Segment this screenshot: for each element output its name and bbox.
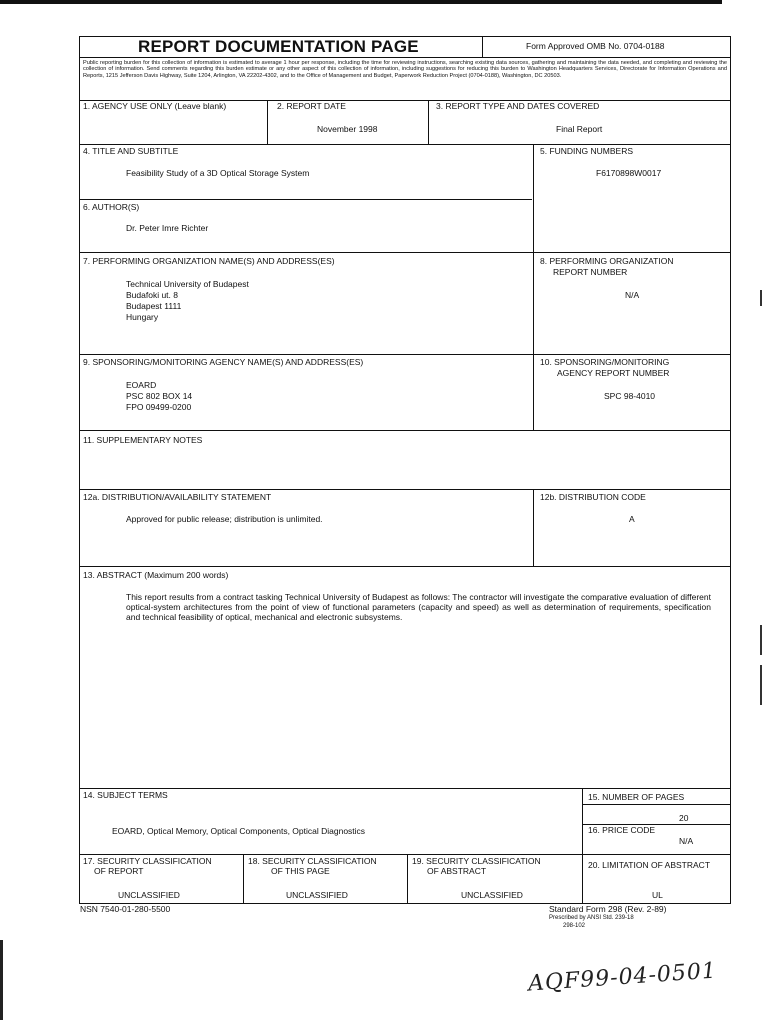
row-rule [80, 252, 730, 253]
performing-report-label: 8. PERFORMING ORGANIZATION [540, 256, 674, 266]
row-rule [582, 804, 730, 805]
left-margin-mark [0, 940, 3, 1020]
col-divider [243, 854, 244, 903]
right-margin-mark [760, 665, 762, 705]
sponsor-report-label: 10. SPONSORING/MONITORING [540, 357, 670, 367]
security-report-label: OF REPORT [94, 866, 144, 876]
authors-label: 6. AUTHOR(S) [83, 202, 140, 212]
security-report-label: 17. SECURITY CLASSIFICATION [83, 856, 212, 866]
row-rule [80, 199, 532, 200]
security-abstract-label: 19. SECURITY CLASSIFICATION [412, 856, 541, 866]
security-page-label: OF THIS PAGE [271, 866, 330, 876]
handwritten-accession-code: AQF99-04-0501 [527, 958, 718, 997]
nsn-number: NSN 7540-01-280-5500 [80, 904, 171, 914]
distribution-value: Approved for public release; distribution is unlimited. [126, 514, 323, 524]
report-documentation-form [79, 36, 731, 904]
sponsor-report-label: AGENCY REPORT NUMBER [557, 368, 670, 378]
right-margin-mark [760, 290, 762, 306]
distribution-label: 12a. DISTRIBUTION/AVAILABILITY STATEMENT [83, 492, 272, 502]
performing-org-line: Hungary [126, 312, 159, 322]
col-divider [428, 100, 429, 144]
row-rule [80, 489, 730, 490]
form-title: REPORT DOCUMENTATION PAGE [138, 37, 419, 56]
standard-form-label: Standard Form 298 (Rev. 2-89) [549, 904, 667, 914]
title-subtitle-value: Feasibility Study of a 3D Optical Storage System [126, 168, 310, 178]
limitation-value: UL [652, 890, 663, 900]
col-divider [533, 252, 534, 354]
row-rule [80, 788, 730, 789]
report-type-value: Final Report [556, 124, 603, 134]
distribution-code-label: 12b. DISTRIBUTION CODE [540, 492, 646, 502]
sponsoring-agency-line: PSC 802 BOX 14 [126, 391, 193, 401]
authors-value: Dr. Peter Imre Richter [126, 223, 209, 233]
performing-org-line: Technical University of Budapest [126, 279, 249, 289]
performing-org-label: 7. PERFORMING ORGANIZATION NAME(S) AND ADDRESS(ES) [83, 256, 335, 266]
col-divider [582, 788, 583, 854]
agency-use-label: 1. AGENCY USE ONLY (Leave blank) [83, 101, 227, 111]
security-page-label: 18. SECURITY CLASSIFICATION [248, 856, 377, 866]
top-border-line [0, 0, 722, 4]
form-code-label: 298-102 [563, 923, 586, 929]
title-subtitle-label: 4. TITLE AND SUBTITLE [83, 146, 179, 156]
row-rule [80, 430, 730, 431]
col-divider [267, 100, 268, 144]
col-divider [407, 854, 408, 903]
abstract-text: This report results from a contract tasking Technical University of Budapest as follows: The contractor will investigate the comparative evaluation of different optical-system architectures from the point of view of functional parameters (capacity and speed) as well as determination of requirements, specification and technical feasibility of optical, mechanical and electronic subsystems. [126, 592, 711, 622]
row-rule [80, 566, 730, 567]
prescribed-by-label: Prescribed by ANSI Std. 239-18 [549, 915, 634, 921]
row-rule [80, 854, 730, 855]
performing-org-line: Budapest 1111 [126, 301, 182, 311]
row-rule [80, 354, 730, 355]
subject-terms-value: EOARD, Optical Memory, Optical Components, Optical Diagnostics [112, 826, 366, 836]
right-margin-mark [760, 625, 762, 655]
supplementary-notes-label: 11. SUPPLEMENTARY NOTES [83, 435, 203, 445]
performing-report-label: REPORT NUMBER [553, 267, 628, 277]
distribution-code-value: A [629, 514, 635, 524]
col-divider [533, 489, 534, 566]
report-type-label: 3. REPORT TYPE AND DATES COVERED [436, 101, 600, 111]
security-report-value: UNCLASSIFIED [118, 890, 180, 900]
row-rule [80, 144, 730, 145]
security-abstract-label: OF ABSTRACT [427, 866, 487, 876]
security-abstract-value: UNCLASSIFIED [461, 890, 523, 900]
col-divider [582, 854, 583, 903]
sponsoring-agency-label: 9. SPONSORING/MONITORING AGENCY NAME(S) AND ADDRESS(ES) [83, 357, 364, 367]
performing-org-line: Budafoki ut. 8 [126, 290, 178, 300]
sponsoring-agency-line: FPO 09499-0200 [126, 402, 192, 412]
number-of-pages-label: 15. NUMBER OF PAGES [588, 792, 685, 802]
number-of-pages-value: 20 [679, 813, 689, 823]
burden-statement: Public reporting burden for this collection of information is estimated to average 1 hour per response, including the time for reviewing instructions, searching existing data sources, gathering and maintaining the data needed, and completing and reviewing the collection of information. Send comments regarding this burden estimate or any other aspect of this collection of information, including suggestions for reducing this burden to Washington Headquarters Services, Directorate for Information Operations and Reports, 1215 Jefferson Davis Highway, Suite 1204, Arlington, VA 22202-4302, and to the Office of Management and Budget, Paperwork Reduction Project (0704-0188), Washington, DC 20503. [83, 60, 727, 79]
price-code-label: 16. PRICE CODE [588, 825, 656, 835]
funding-numbers-value: F6170898W0017 [596, 168, 662, 178]
sponsoring-agency-line: EOARD [126, 380, 157, 390]
abstract-label: 13. ABSTRACT (Maximum 200 words) [83, 570, 229, 580]
sponsor-report-value: SPC 98-4010 [604, 391, 656, 401]
security-page-value: UNCLASSIFIED [286, 890, 348, 900]
header-divider [482, 37, 483, 57]
subject-terms-label: 14. SUBJECT TERMS [83, 790, 168, 800]
header-rule [80, 57, 730, 58]
performing-report-value: N/A [625, 290, 640, 300]
form-approved-label: Form Approved OMB No. 0704-0188 [526, 41, 665, 51]
report-date-label: 2. REPORT DATE [277, 101, 346, 111]
col-divider [533, 354, 534, 430]
price-code-value: N/A [679, 836, 694, 846]
report-date-value: November 1998 [317, 124, 378, 134]
col-divider [533, 144, 534, 252]
funding-numbers-label: 5. FUNDING NUMBERS [540, 146, 634, 156]
limitation-label: 20. LIMITATION OF ABSTRACT [588, 860, 711, 870]
